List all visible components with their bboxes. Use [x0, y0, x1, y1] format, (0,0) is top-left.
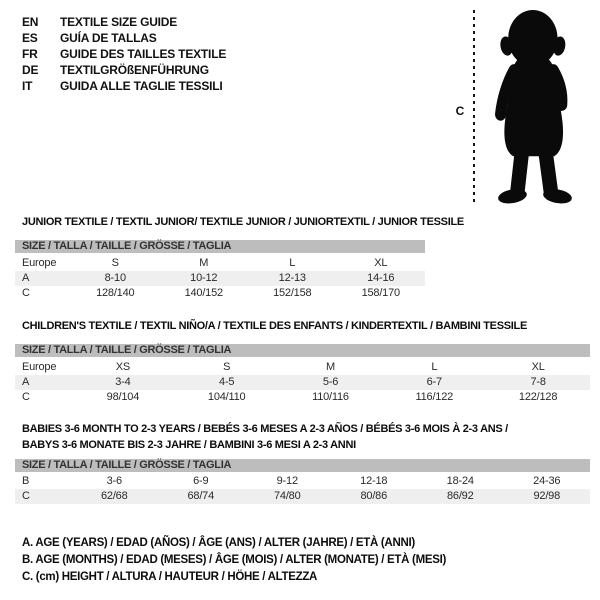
table-title-line1: BABIES 3-6 MONTH TO 2-3 YEARS / BEBÉS 3-6 MESES A 2-3 AÑOS / BÉBÉS 3-6 MOIS À 2-3 ANS / [22, 423, 508, 435]
height-cell: 158/170 [361, 287, 400, 299]
size-cell: S [223, 361, 231, 373]
height-cell: 68/74 [187, 490, 215, 502]
lang-row-en [22, 14, 226, 30]
children-size-table [15, 320, 590, 405]
height-cell: 140/152 [184, 287, 223, 299]
size-cell: M [199, 257, 209, 269]
age-cell: 4-5 [219, 376, 235, 388]
age-cell: 10-12 [190, 272, 218, 284]
lang-code: DE [22, 63, 39, 77]
months-cell: 9-12 [276, 475, 298, 487]
height-measure-line [473, 10, 475, 206]
row-label: B [22, 475, 30, 487]
table-row [15, 360, 590, 375]
height-cell: 80/86 [360, 490, 388, 502]
size-cell: XL [531, 361, 545, 373]
lang-row-it [22, 78, 226, 94]
table-row [15, 375, 590, 390]
height-cell: 86/92 [446, 490, 474, 502]
lang-code: FR [22, 47, 38, 61]
age-cell: 6-7 [426, 376, 442, 388]
row-label: A [22, 376, 30, 388]
height-cell: 104/110 [207, 391, 246, 403]
table-row [15, 256, 425, 271]
babies-size-table [15, 423, 590, 504]
lang-row-fr [22, 46, 226, 62]
height-cell: 128/140 [96, 287, 135, 299]
table-row [15, 474, 590, 489]
height-cell: 110/116 [312, 391, 349, 403]
height-cell: 62/68 [100, 490, 128, 502]
size-header-bar: SIZE / TALLA / TAILLE / GRÖSSE / TAGLIA [15, 459, 590, 472]
height-cell: 74/80 [273, 490, 301, 502]
age-cell: 5-6 [322, 376, 339, 388]
table-row [15, 286, 425, 301]
row-label: Europe [22, 361, 57, 373]
height-cell: 122/128 [518, 391, 558, 403]
size-cell: S [111, 257, 119, 269]
size-cell: L [289, 257, 296, 269]
table-row [15, 390, 590, 405]
note-age-years: A. AGE (YEARS) / EDAD (AÑOS) / ÂGE (ANS) / ALTER (JAHRE) / ETÀ (ANNI) [22, 537, 415, 549]
months-cell: 12-18 [360, 475, 388, 487]
lang-title: GUIDA ALLE TAGLIE TESSILI [60, 79, 223, 93]
size-cell: XL [374, 257, 388, 269]
size-header-bar: SIZE / TALLA / TAILLE / GRÖSSE / TAGLIA [15, 240, 425, 253]
row-label: Europe [22, 257, 57, 269]
row-label: C [22, 287, 30, 299]
baby-silhouette-icon [481, 8, 583, 208]
row-label: C [22, 490, 30, 502]
measure-label-c: C [455, 104, 465, 118]
age-cell: 3-4 [115, 376, 131, 388]
age-cell: 8-10 [104, 272, 126, 284]
table-row [15, 489, 590, 504]
legend-notes [22, 535, 446, 586]
size-cell: M [326, 361, 335, 373]
months-cell: 18-24 [446, 475, 474, 487]
size-cell: XS [115, 361, 131, 373]
height-cell: 98/104 [106, 391, 140, 403]
lang-title: GUIDE DES TAILLES TEXTILE [60, 47, 227, 61]
height-cell: 116/122 [415, 391, 454, 403]
table-title: JUNIOR TEXTILE / TEXTIL JUNIOR/ TEXTILE JUNIOR / JUNIORTEXTIL / JUNIOR TESSILE [22, 216, 464, 228]
lang-code: ES [22, 31, 38, 45]
lang-title: GUÍA DE TALLAS [60, 31, 157, 45]
size-cell: L [431, 361, 438, 373]
lang-row-es [22, 30, 226, 46]
height-cell: 152/158 [273, 287, 312, 299]
lang-code: IT [22, 79, 33, 93]
table-title: CHILDREN'S TEXTILE / TEXTIL NIÑO/A / TEXTILE DES ENFANTS / KINDERTEXTIL / BAMBINI TESSILE [22, 320, 527, 332]
months-cell: 24-36 [533, 475, 561, 487]
age-cell: 7-8 [530, 376, 546, 388]
junior-size-table [15, 216, 464, 301]
row-label: C [22, 391, 30, 403]
lang-code: EN [22, 15, 39, 29]
lang-row-de [22, 62, 226, 78]
table-row [15, 271, 425, 286]
table-title-line2: BABYS 3-6 MONATE BIS 2-3 JAHRE / BAMBINI 3-6 MESI A 2-3 ANNI [22, 439, 356, 451]
age-cell: 12-13 [278, 272, 306, 284]
size-header-bar: SIZE / TALLA / TAILLE / GRÖSSE / TAGLIA [15, 344, 590, 357]
lang-title: TEXTILGRÖßENFÜHRUNG [60, 63, 209, 77]
note-age-months: B. AGE (MONTHS) / EDAD (MESES) / ÂGE (MOIS) / ALTER (MONATE) / ETÀ (MESI) [22, 554, 447, 566]
row-label: A [22, 272, 30, 284]
months-cell: 3-6 [106, 475, 122, 487]
months-cell: 6-9 [193, 475, 209, 487]
note-height-cm: C. (cm) HEIGHT / ALTURA / HAUTEUR / HÖHE / ALTEZZA [22, 571, 318, 583]
language-header [22, 14, 226, 94]
lang-title: TEXTILE SIZE GUIDE [60, 15, 178, 29]
age-cell: 14-16 [367, 272, 395, 284]
height-cell: 92/98 [533, 490, 561, 502]
